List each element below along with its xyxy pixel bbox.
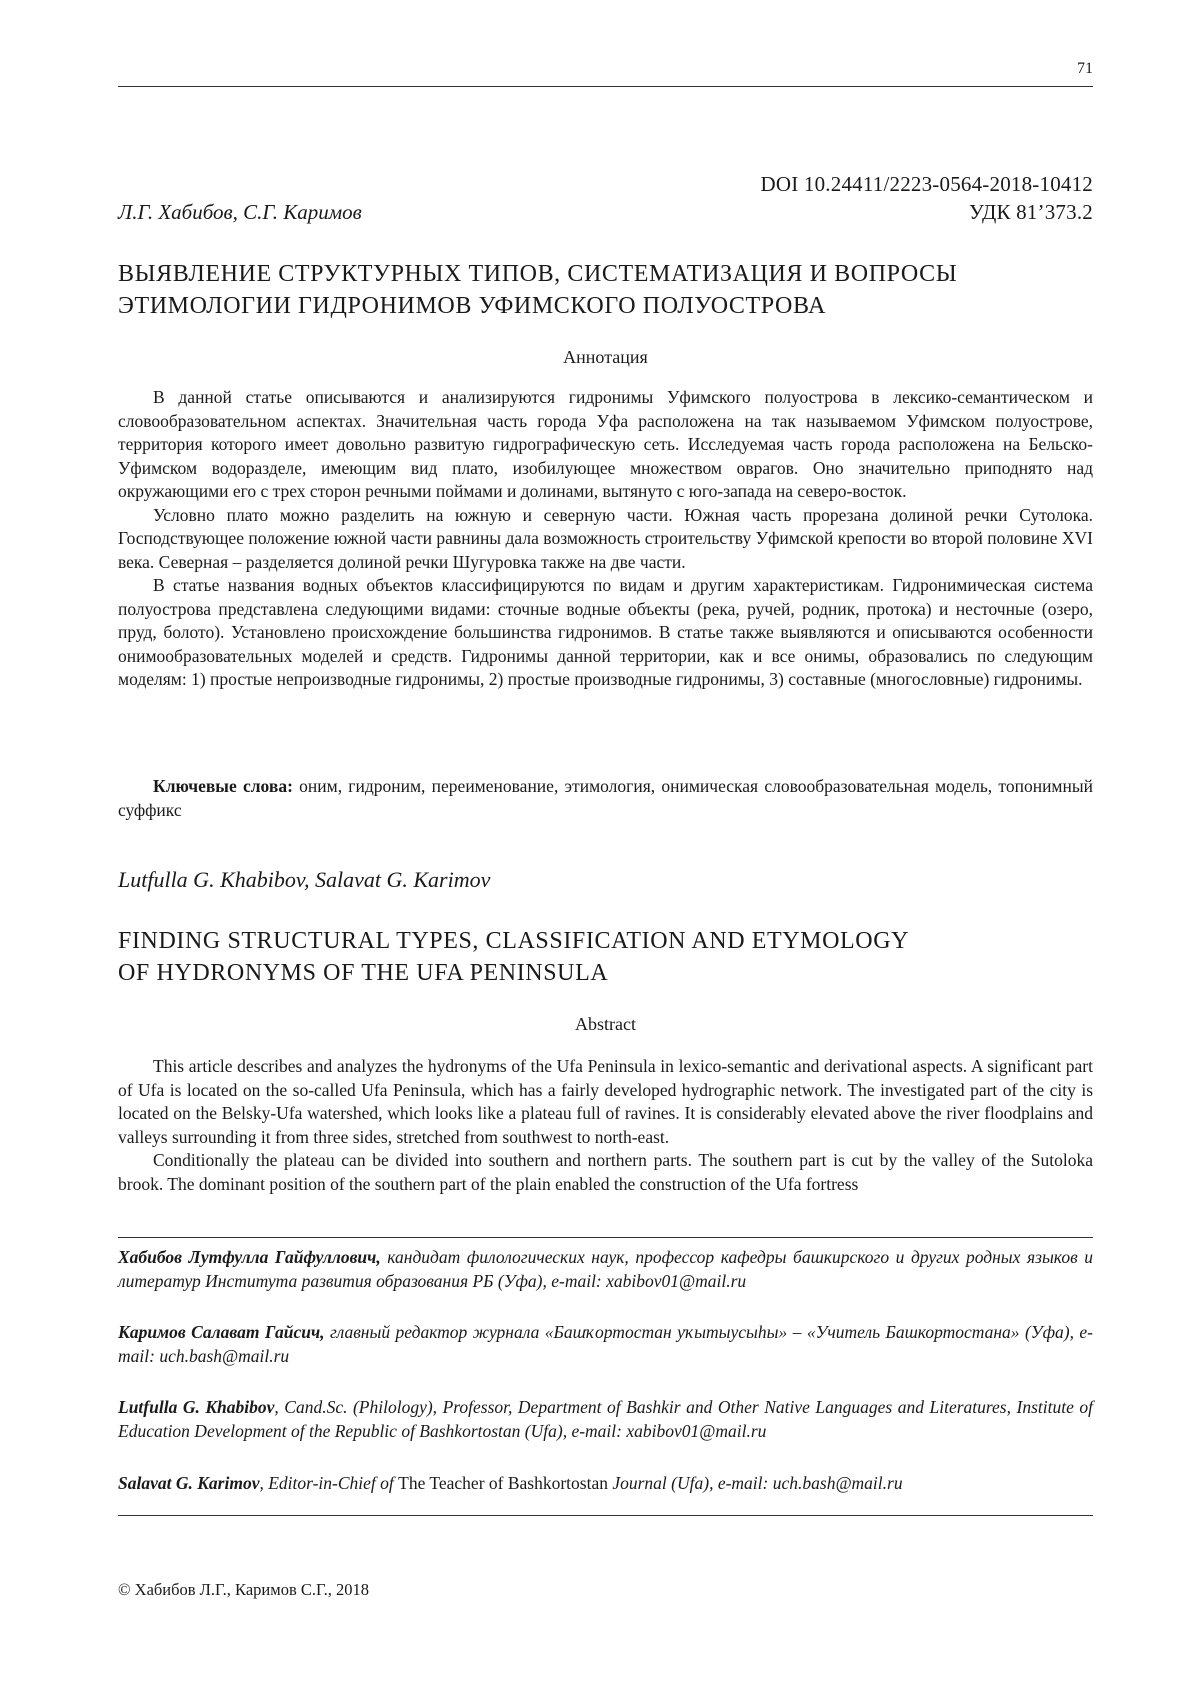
authors-ru: Л.Г. Хабибов, С.Г. Каримов bbox=[118, 200, 362, 224]
abstract-en-paragraph: Conditionally the plateau can be divided into southern and northern parts. The southern part is cut by the valley of the Sutoloka brook. The dominant position of the southern part of the plain enabled the construction of the Ufa fortress bbox=[118, 1150, 1093, 1194]
udc: УДК 81’373.2 bbox=[969, 200, 1093, 224]
abstract-en-paragraph: This article describes and analyzes the hydronyms of the Ufa Peninsula in lexico-semantic and derivational aspects. A significant part of Ufa is located on the so-called Ufa Peninsula, which has a fairly developed hydrographic network. The investigated part of the city is located on the Belsky-Ufa watershed, which looks like a plateau full of ravines. It is considerably elevated above the river floodplains and valleys surrounding it from three sides, stretched from southwest to north-east. bbox=[118, 1056, 1093, 1147]
doi: DOI 10.24411/2223-0564-2018-10412 bbox=[760, 172, 1093, 196]
page-number: 71 bbox=[1077, 60, 1093, 77]
title-en-line-2: OF HYDRONYMS OF THE UFA PENINSULA bbox=[118, 960, 609, 986]
author-note-khabibov-en bbox=[118, 1395, 1093, 1443]
author-note-name: Хабибов Лутфулла Гайфуллович, bbox=[118, 1247, 381, 1267]
keywords-ru bbox=[118, 775, 1093, 822]
authors-en: Lutfulla G. Khabibov, Salavat G. Karimov bbox=[118, 867, 491, 892]
header-rule bbox=[118, 86, 1093, 87]
keywords-label: Ключевые слова: bbox=[153, 776, 293, 796]
keywords-text: оним, гидроним, переименование, этимология, онимическая словообразовательная модель, топонимный суффикс bbox=[118, 776, 1093, 820]
author-note-name: Каримов Салават Гайсич, bbox=[118, 1322, 325, 1342]
title-en-line-1: FINDING STRUCTURAL TYPES, CLASSIFICATION AND ETYMOLOGY bbox=[118, 928, 910, 954]
title-en bbox=[118, 925, 1093, 989]
title-ru-line-2: ЭТИМОЛОГИИ ГИДРОНИМОВ УФИМСКОГО ПОЛУОСТРОВА bbox=[118, 293, 826, 319]
author-note-text: , Cand.Sc. (Philology), Professor, Department of Bashkir and Other Native Languages and Literatures, Institute of Education Development of the Republic of Bashkortostan (Ufa), e-mail: xabibov01@mail.ru bbox=[118, 1397, 1093, 1441]
title-ru-line-1: ВЫЯВЛЕНИЕ СТРУКТУРНЫХ ТИПОВ, СИСТЕМАТИЗАЦИЯ И ВОПРОСЫ bbox=[118, 261, 958, 287]
abstract-ru bbox=[118, 386, 1093, 692]
title-ru bbox=[118, 258, 1093, 322]
copyright-rule bbox=[118, 1515, 1093, 1516]
author-note-karimov-ru bbox=[118, 1320, 1093, 1368]
abstract-ru-paragraph: В данной статье описываются и анализируются гидронимы Уфимского полуострова в лексико-семантическом и словообразовательном аспектах. Значительная часть города Уфа расположена на так называемом Уфимском полуострове, территория которого имеет довольно развитую гидрографическую сеть. Исследуемая часть города расположена на Бельско-Уфимском водоразделе, имеющим вид плато, изобилующее множеством оврагов. Оно значительно приподнято над окружающими его с трех сторон речными поймами и долинами, вытянуто с юго-запада на северо-восток. bbox=[118, 387, 1093, 501]
abstract-en bbox=[118, 1055, 1093, 1196]
abstract-heading-en: Abstract bbox=[575, 1014, 636, 1034]
author-note-name: Salavat G. Karimov bbox=[118, 1473, 260, 1493]
author-note-text: кандидат филологических наук, профессор кафедры башкирского и других родных языков и литератур Института развития образования РБ (Уфа), e-mail: xabibov01@mail.ru bbox=[118, 1247, 1093, 1291]
copyright: © Хабибов Л.Г., Каримов С.Г., 2018 bbox=[118, 1580, 370, 1599]
author-note-text: , Editor-in-Chief of bbox=[259, 1473, 399, 1493]
abstract-ru-paragraph: В статье названия водных объектов классифицируются по видам и другим характеристикам. Гидронимическая система полуострова представлена следующими видами: сточные водные объекты (река, ручей, родник, протока) и несточные (озеро, пруд, болото). Установлено происхождение большинства гидронимов. В статье также выявляются и описываются особенности онимообразовательных моделей и средств. Гидронимы данной территории, как и все онимы, образовались по следующим моделям: 1) простые непроизводные гидронимы, 2) простые производные гидронимы, 3) составные (многословные) гидронимы. bbox=[118, 575, 1093, 689]
abstract-ru-paragraph: Условно плато можно разделить на южную и северную части. Южная часть прорезана долиной речки Сутолока. Господствующее положение южной части равнины дала возможность строительству Уфимской крепости во второй половине XVI века. Северная – разделяется долиной речки Шугуровка также на две части. bbox=[118, 504, 1093, 572]
journal-name: The Teacher of Bashkortostan bbox=[398, 1473, 608, 1493]
abstract-heading-ru: Аннотация bbox=[563, 347, 648, 367]
author-note-name: Lutfulla G. Khabibov bbox=[118, 1397, 275, 1417]
author-note-karimov-en bbox=[118, 1471, 1093, 1495]
author-note-khabibov-ru bbox=[118, 1245, 1093, 1293]
footnote-rule bbox=[118, 1237, 1093, 1238]
author-note-text: Journal (Ufa), e-mail: uch.bash@mail.ru bbox=[607, 1473, 903, 1493]
author-note-text: главный редактор журнала «Башҡортостан уҡытыусыһы» – «Учитель Башкортостана» (Уфа), e-mail: uch.bash@mail.ru bbox=[118, 1322, 1093, 1366]
